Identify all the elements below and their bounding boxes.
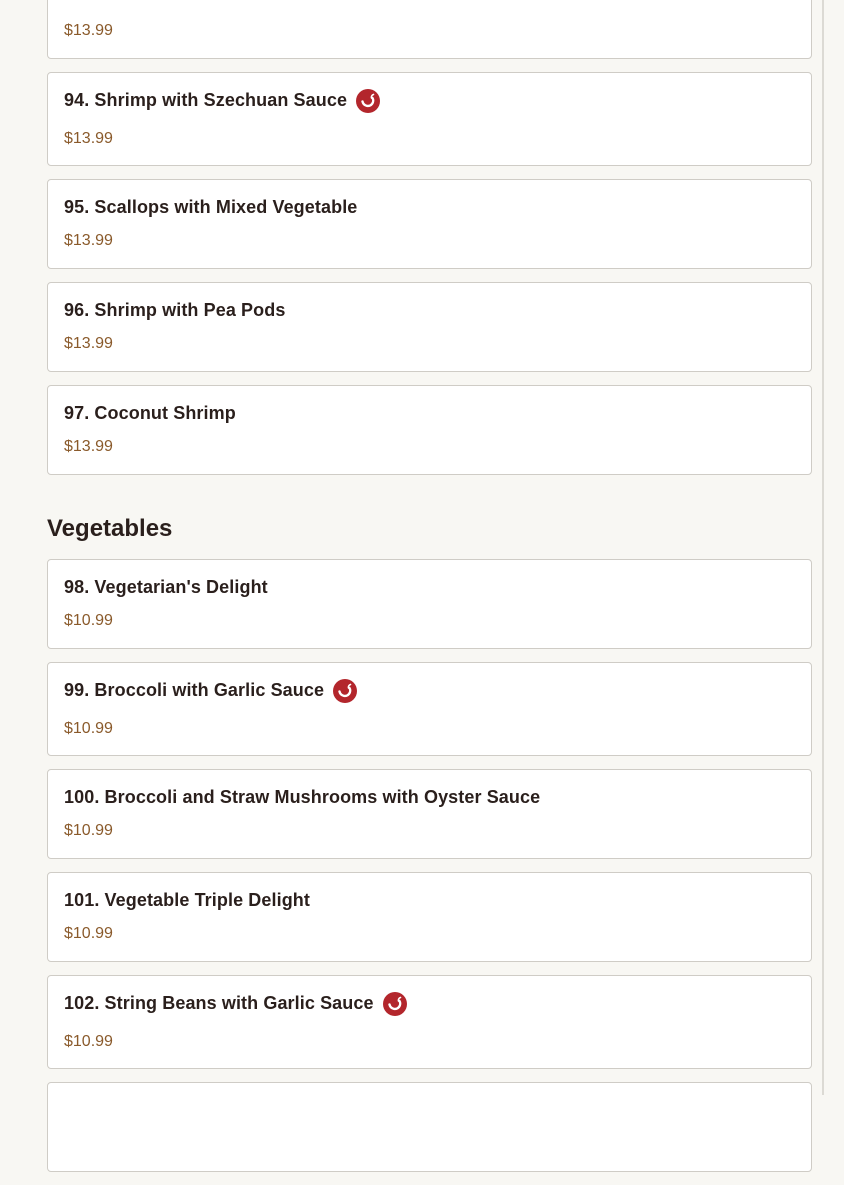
menu-item-title-row: [64, 678, 357, 703]
menu-item-card[interactable]: [47, 662, 812, 756]
menu-item-title-row: [64, 889, 310, 911]
menu-item-title-row: [64, 88, 380, 113]
menu-item-price: $13.99: [64, 335, 113, 352]
menu-item-price: $10.99: [64, 925, 113, 942]
section-title: Vegetables: [47, 515, 173, 542]
menu-item-price: $13.99: [64, 438, 113, 455]
menu-item-price: $10.99: [64, 720, 113, 737]
menu-item-card[interactable]: [47, 559, 812, 649]
menu-item-price: $10.99: [64, 822, 113, 839]
menu-item-card[interactable]: [47, 872, 812, 962]
menu-item-title-row: [64, 196, 357, 218]
menu-item-name: 94. Shrimp with Szechuan Sauce: [64, 90, 348, 110]
menu-item-title-row: [64, 576, 268, 598]
menu-item-price: $13.99: [64, 22, 113, 39]
menu-section: [47, 515, 812, 1172]
menu-item-price: $10.99: [64, 1033, 113, 1050]
menu-item-name: 97. Coconut Shrimp: [64, 402, 236, 423]
chili-pepper-icon: [356, 89, 380, 113]
menu-item-name: 95. Scallops with Mixed Vegetable: [64, 196, 358, 217]
menu-item-card[interactable]: [47, 282, 812, 372]
menu-item-card[interactable]: [47, 1082, 812, 1172]
menu-item-price: $13.99: [64, 130, 113, 147]
menu-item-card[interactable]: [47, 179, 812, 269]
menu-section: [47, 0, 812, 475]
menu-item-name: 100. Broccoli and Straw Mushrooms with Oyster Sauce: [64, 786, 541, 807]
menu-item-name: 101. Vegetable Triple Delight: [64, 889, 310, 910]
menu-item-price: $10.99: [64, 612, 113, 629]
menu-list: [47, 0, 812, 1185]
menu-item-title-row: [64, 299, 285, 321]
menu-item-title-row: [64, 991, 407, 1016]
menu-item-card[interactable]: [47, 385, 812, 475]
menu-item-title-row: [64, 402, 236, 424]
chili-pepper-icon: [333, 679, 357, 703]
menu-item-title-row: [64, 786, 540, 808]
menu-item-card[interactable]: [47, 72, 812, 166]
menu-item-card[interactable]: [47, 975, 812, 1069]
menu-item-name: 96. Shrimp with Pea Pods: [64, 299, 286, 320]
menu-item-name: 98. Vegetarian's Delight: [64, 576, 268, 597]
menu-item-name: 99. Broccoli with Garlic Sauce: [64, 680, 325, 700]
menu-item-card[interactable]: [47, 769, 812, 859]
menu-item-price: $13.99: [64, 232, 113, 249]
menu-item-card[interactable]: [47, 0, 812, 59]
scrollbar-track: [822, 0, 824, 1095]
chili-pepper-icon: [383, 992, 407, 1016]
menu-item-name: 102. String Beans with Garlic Sauce: [64, 993, 374, 1013]
